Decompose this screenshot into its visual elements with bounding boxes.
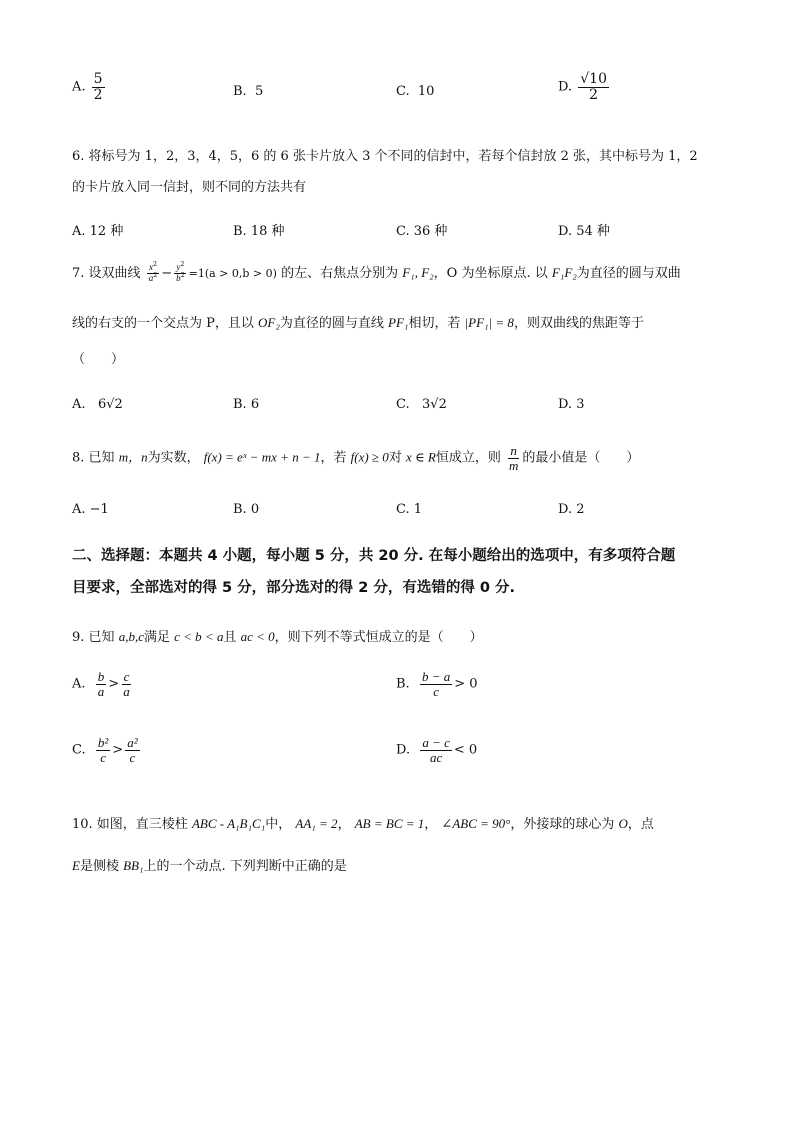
text: ， — [424, 817, 438, 832]
q5-option-b — [233, 84, 263, 99]
q8-line-1 — [72, 444, 639, 472]
text: ，若 — [320, 450, 347, 466]
math: a,b,c — [118, 629, 144, 644]
section-heading-line-2: 目要求，全部选对的得 5 分，部分选对的得 2 分，有选错的得 0 分. — [72, 580, 516, 596]
text: ，则下列不等式恒成立的是（ ） — [274, 630, 483, 645]
text: 为直径的圆与双曲 — [576, 266, 681, 281]
math: ac < 0 — [240, 629, 275, 644]
denominator: $b^2$ — [176, 272, 185, 283]
text: ，则双曲线的焦距等于 — [513, 316, 644, 331]
fraction-y — [174, 260, 187, 285]
math: OF₂ — [258, 315, 280, 330]
q7-line-2 — [72, 312, 644, 331]
q7-option-a — [72, 397, 123, 412]
text: 对 — [388, 450, 402, 466]
option-letter: C. — [396, 84, 410, 99]
operator: > — [108, 676, 120, 692]
denominator: c — [129, 749, 136, 765]
text: 8. 已知 — [72, 450, 115, 466]
q6-option-b: B. 18 种 — [233, 224, 285, 239]
operator: > — [112, 742, 124, 758]
denominator: 2 — [93, 86, 103, 103]
option-value: 6√2 — [97, 397, 123, 412]
fraction — [420, 670, 452, 698]
q6-line-1: 6. 将标号为 1，2，3，4，5，6 的 6 张卡片放入 3 个不同的信封中，若每个信封放 2 张，其中标号为 1，2 — [72, 149, 698, 164]
option-value: 10 — [417, 84, 435, 99]
math: AB = BC = 1 — [354, 816, 425, 831]
q10-line-2 — [72, 855, 347, 874]
text: ， — [337, 817, 351, 832]
operator: < 0 — [453, 742, 478, 758]
text: ，点 — [627, 817, 654, 832]
text: 满足 — [143, 630, 170, 645]
q8-option-d: D. 2 — [558, 502, 585, 517]
text: 是侧棱 — [79, 859, 119, 874]
numerator: n — [510, 443, 517, 458]
q9-option-b — [396, 670, 478, 698]
numerator: a − c — [422, 735, 450, 750]
numerator: a² — [127, 735, 138, 750]
math: E — [72, 858, 80, 873]
fraction — [96, 670, 107, 698]
fraction-x — [147, 260, 160, 285]
denominator: a — [97, 683, 105, 699]
option-letter: B. — [396, 676, 410, 692]
option-letter: D. — [558, 79, 573, 95]
q7-line-1: 7. 设双曲线 $\frac{x^2}{a^2}$ − $\frac{y^2}{b^2}$ =1(a > 0,b > 0) 的左、右焦点分别为 F₁, F₂，O 为坐标原点. 以 F₁F₂为直径的圆与双曲 — [72, 260, 681, 283]
numerator: c — [123, 669, 130, 684]
q9-option-a — [72, 670, 134, 698]
numerator: $y^2$ — [174, 263, 186, 274]
text: 恒成立，则 — [435, 450, 501, 466]
text: 相切，若 — [408, 316, 461, 331]
condition: =1(a > 0,b > 0) — [188, 267, 277, 280]
text: 9. 已知 — [72, 630, 115, 645]
q5-option-d — [558, 72, 611, 102]
q6-option-d: D. 54 种 — [558, 224, 610, 239]
q5-option-a — [72, 72, 107, 102]
math: BB₁ — [123, 858, 144, 873]
q6-option-a: A. 12 种 — [72, 224, 124, 239]
option-value: 5 — [254, 84, 264, 99]
denominator: m — [508, 457, 519, 473]
text: 线的右支的一个交点为 P，且以 — [72, 316, 254, 331]
math: PF₁ — [388, 315, 409, 330]
math: ABC - A₁B₁C₁ — [191, 816, 266, 831]
math: c < b < a — [174, 629, 224, 644]
math: F₁, F₂ — [402, 265, 434, 280]
numerator: 5 — [93, 71, 103, 87]
q8-option-a: A. −1 — [72, 502, 109, 517]
math: |PF₁| = 8 — [464, 315, 514, 330]
fraction — [578, 72, 609, 102]
math: F₁F₂ — [551, 265, 577, 280]
fraction — [507, 444, 520, 472]
math: m，n — [118, 449, 148, 465]
denominator: c — [100, 749, 106, 765]
math: O — [618, 816, 628, 831]
option-letter: C. — [396, 397, 410, 412]
fraction — [125, 736, 139, 764]
option-letter: D. — [396, 742, 411, 758]
text: ，外接球的球心为 — [510, 817, 615, 832]
q9-option-d — [396, 736, 477, 764]
q7-option-d: D. 3 — [558, 397, 585, 412]
q6-line-2: 的卡片放入同一信封，则不同的方法共有 — [72, 180, 307, 195]
numerator: b² — [97, 735, 109, 750]
fraction — [420, 736, 452, 764]
math: f(x) = eˣ − mx + n − 1 — [203, 449, 321, 465]
text: 的最小值是（ ） — [522, 450, 640, 466]
q7-option-b: B. 6 — [233, 397, 260, 412]
math: x ∈ R — [405, 449, 436, 465]
fraction — [121, 670, 132, 698]
text: 为直径的圆与直线 — [279, 316, 384, 331]
math: AA₁ = 2 — [295, 816, 338, 831]
q6-option-c: C. 36 种 — [396, 224, 448, 239]
option-letter: A. — [72, 79, 86, 95]
text: 中， — [265, 817, 292, 832]
text: 10. 如图，直三棱柱 — [72, 817, 188, 832]
q8-option-c: C. 1 — [396, 502, 423, 517]
option-letter: C. — [72, 742, 86, 758]
q8-option-b: B. 0 — [233, 502, 260, 517]
option-letter: A. — [72, 397, 86, 412]
fraction — [96, 736, 110, 764]
denominator: ac — [429, 749, 443, 765]
denominator: c — [433, 683, 439, 699]
text: 为实数， — [147, 450, 200, 466]
q7-line-3: （ ） — [72, 352, 125, 367]
numerator: √10 — [580, 71, 607, 87]
text: 7. 设双曲线 — [72, 266, 141, 281]
denominator: 2 — [589, 86, 599, 103]
text: ，O 为坐标原点. 以 — [433, 266, 548, 281]
section-heading-line-1: 二、选择题：本题共 4 小题，每小题 5 分，共 20 分. 在每小题给出的选项中，有多项符合题 — [72, 548, 676, 564]
q10-line-1 — [72, 813, 654, 832]
numerator: b — [97, 669, 105, 684]
denominator: $a^2$ — [148, 272, 158, 283]
q7-option-c — [396, 397, 447, 412]
option-letter: A. — [72, 676, 86, 692]
q9-stem — [72, 626, 483, 645]
text: 上的一个动点. 下列判断中正确的是 — [143, 859, 347, 874]
fraction — [92, 72, 105, 102]
numerator: $x^2$ — [147, 263, 159, 274]
text: 且 — [223, 630, 237, 645]
option-value: 3√2 — [422, 397, 447, 412]
q9-option-c — [72, 736, 142, 764]
text: 的左、右焦点分别为 — [281, 266, 399, 281]
option-letter: B. — [233, 84, 247, 99]
q5-option-c — [396, 84, 434, 99]
operator: > 0 — [454, 676, 478, 692]
math: ∠ABC = 90° — [441, 816, 511, 831]
numerator: b − a — [421, 669, 451, 684]
denominator: a — [123, 683, 130, 699]
math: f(x) ≥ 0 — [350, 449, 389, 465]
